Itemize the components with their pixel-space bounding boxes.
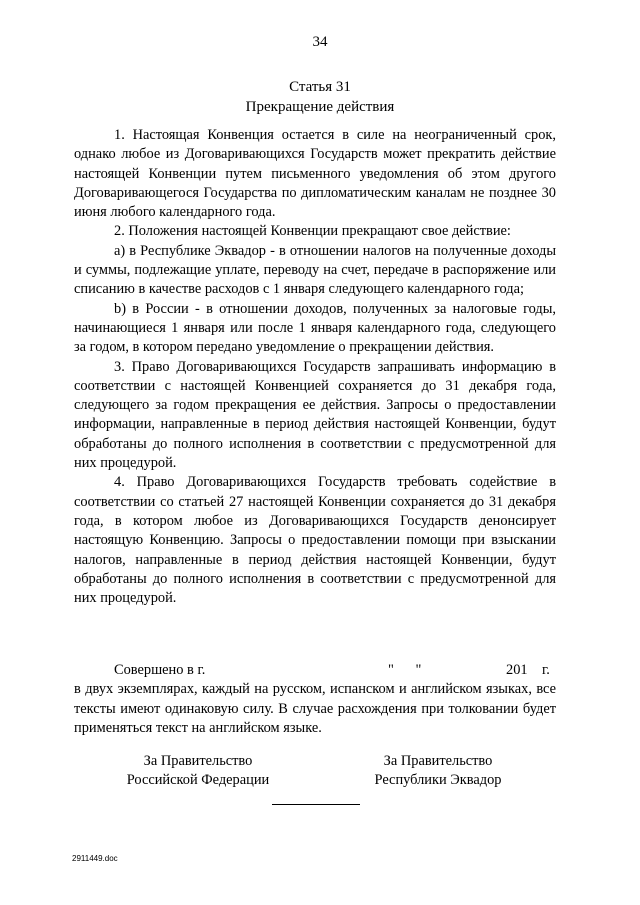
article-heading: [0, 77, 640, 117]
article-title: Прекращение действия: [245, 99, 395, 115]
article-number: Статья 31: [289, 79, 351, 95]
signature-ecuador: [338, 752, 538, 791]
done-at-label: Совершено в г.: [114, 662, 206, 678]
signature-russia: [98, 752, 298, 791]
closing-block: [74, 661, 556, 738]
signature-russia-line1: За Правительство: [143, 753, 253, 769]
done-year: 201 г.: [506, 662, 550, 678]
document-code: 2911449.doc: [72, 854, 118, 863]
signature-ecuador-line2: Республики Эквадор: [374, 772, 502, 789]
paragraph-2a: а) в Республике Эквадор - в отношении налогов на полученные доходы и суммы, подлежащие уплате, переводу на счет, передаче в распоряжение или списанию в качестве расходов с 1 января следующего календарного года;: [74, 242, 556, 298]
paragraph-2: 2. Положения настоящей Конвенции прекращают свое действие:: [114, 223, 511, 240]
closing-text: в двух экземплярах, каждый на русском, испанском и английском языках, все тексты имеют одинаковую силу. В случае расхождения при толковании будет применяться текст на английском языке.: [74, 681, 556, 736]
paragraph-2b: b) в России - в отношении доходов, полученных за налоговые годы, начинающиеся 1 января или после 1 января календарного года, следующего за годом, в котором передано уведомление о прекращении действия.: [74, 300, 556, 356]
paragraph-4: 4. Право Договаривающихся Государств требовать содействие в соответствии со статьей 27 настоящей Конвенции сохраняется до 31 декабря года, в котором любое из Договаривающихся Государств денонсирует настоящую Конвенцию. Запросы о предоставлении помощи при взыскании налогов, направленные в период действия настоящей Конвенции, будут обработаны до полного исполнения в соответствии с предусмотренной для них процедурой.: [74, 474, 556, 607]
done-line: [74, 661, 556, 680]
signature-ecuador-line1: За Правительство: [383, 753, 493, 769]
article-body: [74, 126, 556, 608]
done-date-quotes: " ": [388, 662, 422, 678]
paragraph-1: 1. Настоящая Конвенция остается в силе на неограниченный срок, однако любое из Договаривающихся Государств может прекратить действие настоящей Конвенции путем письменного уведомления об этом другого Договаривающегося Государства по дипломатическим каналам не позднее 30 июня любого календарного года.: [74, 127, 556, 221]
page-number: 34: [312, 34, 328, 50]
end-divider: [272, 804, 360, 805]
paragraph-3: 3. Право Договаривающихся Государств запрашивать информацию в соответствии с настоящей Конвенцией сохраняется до 31 декабря года, следующего за годом прекращения ее действия. Запросы о предоставлении информации, направленные в период действия настоящей Конвенции, будут обработаны до полного исполнения в соответствии с предусмотренной для них процедурой.: [74, 358, 556, 472]
signature-russia-line2: Российской Федерации: [126, 772, 270, 789]
